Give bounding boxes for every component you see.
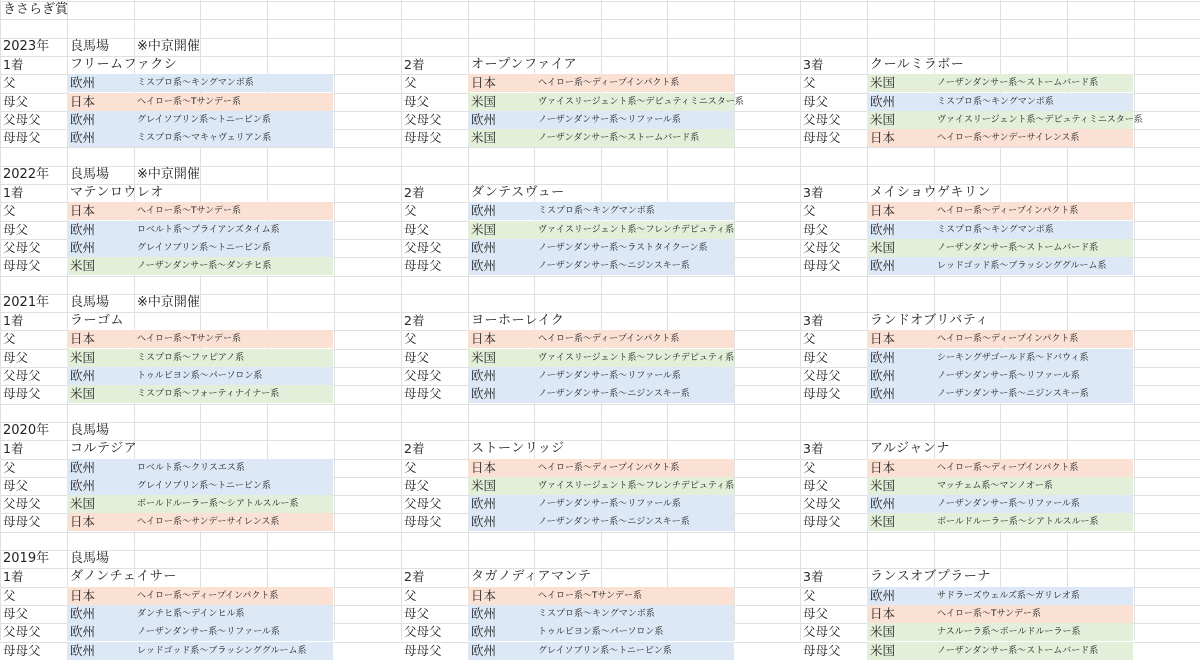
sire-line-band[interactable] [67, 93, 333, 111]
region-label: 米国 [70, 386, 96, 401]
venue-note-cell[interactable]: ※中京開催 [137, 39, 200, 54]
sire-line-label: マッチェム系～マンノオー系 [937, 481, 1053, 491]
pedigree-role-cell[interactable]: 母母父 [3, 643, 41, 658]
sire-line-label: ノーザンダンサー系～ストームバード系 [937, 646, 1099, 656]
sire-line-label: ヘイロー系～サンデーサイレンス系 [137, 517, 280, 527]
sire-line-band[interactable] [867, 495, 1133, 513]
sire-line-label: ヴァイスリージェント系～デピュティミニスター系 [538, 97, 744, 107]
region-label: 欧州 [870, 94, 896, 109]
region-label: 欧州 [870, 350, 896, 365]
pedigree-role-cell[interactable]: 母父 [803, 222, 829, 237]
sire-line-label: ヘイロー系～ディープインパクト系 [937, 206, 1079, 216]
sire-line-band[interactable] [867, 349, 1133, 367]
pedigree-role-cell[interactable]: 母父 [404, 222, 430, 237]
sire-line-band[interactable] [867, 93, 1133, 111]
region-label: 米国 [870, 514, 896, 529]
pedigree-role-cell[interactable]: 父母父 [404, 496, 442, 511]
pedigree-role-cell[interactable]: 父母父 [803, 368, 841, 383]
sire-line-label: ヴァイスリージェント系～フレンチデピュティ系 [538, 481, 735, 491]
sire-line-band[interactable] [468, 257, 734, 275]
sire-line-band[interactable] [468, 495, 734, 513]
sire-line-band[interactable] [468, 111, 734, 129]
pedigree-role-cell[interactable]: 母父 [803, 94, 829, 109]
region-label: 日本 [870, 606, 896, 621]
sire-line-band[interactable] [67, 330, 333, 348]
pedigree-role-cell[interactable]: 父 [3, 75, 16, 90]
sire-line-band[interactable] [468, 93, 744, 111]
pedigree-role-cell[interactable]: 父母父 [803, 496, 841, 511]
pedigree-role-cell[interactable]: 母父 [3, 606, 29, 621]
region-label: 日本 [870, 460, 896, 475]
horse-name-cell[interactable]: ランスオブプラーナ [870, 569, 991, 584]
region-label: 欧州 [471, 606, 497, 621]
horse-name-cell[interactable]: タガノディアマンテ [471, 569, 592, 584]
region-label: 米国 [70, 350, 96, 365]
pedigree-role-cell[interactable]: 母母父 [803, 130, 841, 145]
region-label: 欧州 [471, 514, 497, 529]
region-label: 日本 [870, 331, 896, 346]
place-cell[interactable]: 2着 [404, 569, 425, 584]
sire-line-band[interactable] [468, 385, 734, 403]
horse-name-cell[interactable]: クールミラボー [870, 57, 965, 72]
region-label: 米国 [870, 643, 896, 658]
sire-line-label: ミスプロ系～キングマンボ系 [538, 609, 655, 619]
place-cell[interactable]: 3着 [803, 313, 824, 328]
pedigree-role-cell[interactable]: 母母父 [3, 258, 41, 273]
region-label: 米国 [471, 94, 497, 109]
pedigree-role-cell[interactable]: 父母父 [3, 368, 41, 383]
sire-line-band[interactable] [867, 459, 1133, 477]
region-label: 欧州 [70, 460, 96, 475]
region-label: 米国 [471, 478, 497, 493]
region-label: 日本 [70, 588, 96, 603]
region-label: 米国 [870, 624, 896, 639]
sire-line-label: トゥルビヨン系～パーソロン系 [538, 627, 664, 637]
sire-line-band[interactable] [468, 330, 734, 348]
region-label: 欧州 [471, 112, 497, 127]
region-label: 欧州 [870, 496, 896, 511]
sire-line-label: ノーザンダンサー系～ストームバード系 [538, 133, 700, 143]
pedigree-role-cell[interactable]: 母父 [404, 606, 430, 621]
sire-line-band[interactable] [468, 642, 734, 660]
region-label: 米国 [70, 258, 96, 273]
region-label: 日本 [471, 331, 497, 346]
grid-row-line [0, 19, 1200, 20]
sire-line-label: ミスプロ系～キングマンボ系 [538, 206, 655, 216]
sire-line-label: ヘイロー系～ディープインパクト系 [538, 78, 680, 88]
sire-line-label: シーキングザゴールド系～ドバウィ系 [937, 353, 1089, 363]
region-label: 日本 [471, 588, 497, 603]
pedigree-role-cell[interactable]: 母母父 [3, 130, 41, 145]
region-label: 日本 [70, 94, 96, 109]
region-label: 米国 [870, 75, 896, 90]
sire-line-label: ヘイロー系～サンデーサイレンス系 [937, 133, 1080, 143]
place-cell[interactable]: 2着 [404, 313, 425, 328]
place-cell[interactable]: 1着 [3, 313, 24, 328]
sire-line-band[interactable] [867, 239, 1133, 257]
sire-line-band[interactable] [468, 605, 734, 623]
sire-line-label: ノーザンダンサー系～ニジンスキー系 [538, 389, 690, 399]
region-label: 米国 [471, 350, 497, 365]
sire-line-label: ヴァイスリージェント系～デピュティミニスター系 [937, 115, 1143, 125]
region-label: 欧州 [471, 624, 497, 639]
sire-line-label: ミスプロ系～キングマンボ系 [137, 78, 254, 88]
sire-line-label: ヘイロー系～ディープインパクト系 [937, 334, 1079, 344]
sire-line-label: ノーザンダンサー系～ストームバード系 [937, 243, 1099, 253]
sire-line-label: ミスプロ系～フォーティナイナー系 [137, 389, 280, 399]
place-cell[interactable]: 1着 [3, 185, 24, 200]
horse-name-cell[interactable]: ダノンチェイサー [70, 569, 177, 584]
sire-line-label: ミスプロ系～キングマンボ系 [937, 225, 1054, 235]
horse-name-cell[interactable]: ダンテスヴュー [471, 185, 565, 200]
sire-line-label: ヘイロー系～ディープインパクト系 [538, 334, 680, 344]
region-label: 日本 [870, 130, 896, 145]
pedigree-role-cell[interactable]: 母母父 [803, 643, 841, 658]
pedigree-role-cell[interactable]: 母母父 [803, 386, 841, 401]
horse-name-cell[interactable]: アルジャンナ [870, 441, 950, 456]
pedigree-role-cell[interactable]: 父母父 [404, 112, 442, 127]
region-label: 米国 [471, 222, 497, 237]
pedigree-role-cell[interactable]: 父 [404, 460, 417, 475]
pedigree-role-cell[interactable]: 母父 [404, 94, 430, 109]
sire-line-label: ノーザンダンサー系～リファール系 [538, 371, 681, 381]
sire-line-band[interactable] [867, 587, 1133, 605]
pedigree-role-cell[interactable]: 母父 [803, 606, 829, 621]
sire-line-label: ヘイロー系～ディープインパクト系 [937, 463, 1079, 473]
pedigree-role-cell[interactable]: 母父 [3, 478, 29, 493]
sire-line-band[interactable] [67, 239, 333, 257]
sire-line-band[interactable] [67, 385, 333, 403]
pedigree-role-cell[interactable]: 父 [803, 331, 816, 346]
sire-line-band[interactable] [67, 202, 333, 220]
horse-name-cell[interactable]: メイショウゲキリン [870, 185, 991, 200]
pedigree-role-cell[interactable]: 父母父 [3, 624, 41, 639]
sire-line-label: レッドゴッド系～ブラッシンググルーム系 [937, 261, 1107, 271]
sire-line-label: ノーザンダンサー系～ダンチヒ系 [137, 261, 272, 271]
pedigree-role-cell[interactable]: 父母父 [803, 624, 841, 639]
sire-line-label: ミスプロ系～キングマンボ系 [937, 97, 1054, 107]
region-label: 欧州 [70, 624, 96, 639]
sire-line-band[interactable] [867, 111, 1143, 129]
sire-line-band[interactable] [867, 330, 1133, 348]
sire-line-label: ノーザンダンサー系～ラストタイクーン系 [538, 243, 708, 253]
region-label: 欧州 [870, 386, 896, 401]
place-cell[interactable]: 3着 [803, 569, 824, 584]
pedigree-role-cell[interactable]: 父 [404, 331, 417, 346]
year-cell[interactable]: 2019年 [3, 551, 50, 566]
pedigree-role-cell[interactable]: 父 [803, 460, 816, 475]
sire-line-label: ナスルーラ系～ボールドルーラー系 [937, 627, 1081, 637]
pedigree-role-cell[interactable]: 父母父 [404, 368, 442, 383]
going-cell[interactable]: 良馬場 [70, 423, 110, 438]
sire-line-band[interactable] [67, 221, 333, 239]
pedigree-role-cell[interactable]: 父 [404, 588, 417, 603]
sire-line-band[interactable] [468, 221, 734, 239]
sire-line-band[interactable] [468, 129, 734, 147]
pedigree-role-cell[interactable]: 母母父 [404, 258, 442, 273]
region-label: 欧州 [70, 112, 96, 127]
place-cell[interactable]: 3着 [803, 57, 824, 72]
region-label: 欧州 [870, 258, 896, 273]
year-cell[interactable]: 2023年 [3, 39, 50, 54]
sire-line-band[interactable] [67, 587, 333, 605]
sire-line-band[interactable] [67, 605, 333, 623]
region-label: 欧州 [870, 222, 896, 237]
sire-line-band[interactable] [67, 74, 333, 92]
sire-line-band[interactable] [867, 623, 1133, 641]
region-label: 欧州 [70, 75, 96, 90]
sire-line-band[interactable] [867, 367, 1133, 385]
sire-line-band[interactable] [67, 623, 333, 641]
sire-line-label: ヘイロー系～Tサンデー系 [937, 609, 1042, 619]
region-label: 日本 [70, 331, 96, 346]
sire-line-label: ボールドルーラー系～シアトルスルー系 [937, 517, 1099, 527]
sire-line-band[interactable] [67, 495, 333, 513]
region-label: 欧州 [870, 368, 896, 383]
grid-row-line [0, 422, 1200, 423]
region-label: 日本 [471, 460, 497, 475]
place-cell[interactable]: 2着 [404, 57, 425, 72]
pedigree-role-cell[interactable]: 母父 [404, 350, 430, 365]
horse-name-cell[interactable]: ストーンリッジ [471, 441, 565, 456]
horse-name-cell[interactable]: ヨーホーレイク [471, 313, 565, 328]
region-label: 日本 [870, 203, 896, 218]
sire-line-band[interactable] [67, 129, 333, 147]
pedigree-role-cell[interactable]: 母父 [3, 350, 29, 365]
region-label: 欧州 [70, 368, 96, 383]
sire-line-label: ヘイロー系～ディープインパクト系 [137, 591, 279, 601]
pedigree-role-cell[interactable]: 母父 [803, 350, 829, 365]
sire-line-label: ミスプロ系～ファピアノ系 [137, 353, 245, 363]
horse-name-cell[interactable]: オープンファイア [471, 57, 578, 72]
sire-line-band[interactable] [867, 513, 1133, 531]
pedigree-role-cell[interactable]: 母母父 [404, 514, 442, 529]
sire-line-label: ノーザンダンサー系～ニジンスキー系 [937, 389, 1089, 399]
pedigree-role-cell[interactable]: 母母父 [3, 386, 41, 401]
sire-line-label: ノーザンダンサー系～リファール系 [937, 499, 1080, 509]
sire-line-band[interactable] [468, 202, 734, 220]
sire-line-band[interactable] [867, 477, 1133, 495]
going-cell[interactable]: 良馬場 [70, 551, 110, 566]
region-label: 日本 [70, 203, 96, 218]
grid-column-line [1134, 0, 1135, 640]
pedigree-role-cell[interactable]: 父 [3, 331, 16, 346]
going-cell[interactable]: 良馬場 [70, 295, 110, 310]
pedigree-role-cell[interactable]: 父母父 [803, 240, 841, 255]
place-cell[interactable]: 1着 [3, 569, 24, 584]
horse-name-cell[interactable]: ラーゴム [70, 313, 125, 328]
region-label: 欧州 [70, 222, 96, 237]
horse-name-cell[interactable]: フリームファクシ [70, 57, 178, 72]
sire-line-band[interactable] [67, 349, 333, 367]
venue-note-cell[interactable]: ※中京開催 [137, 167, 200, 182]
region-label: 日本 [70, 514, 96, 529]
sire-line-band[interactable] [67, 459, 333, 477]
pedigree-role-cell[interactable]: 父 [404, 75, 417, 90]
region-label: 欧州 [70, 130, 96, 145]
sire-line-label: ヘイロー系～Tサンデー系 [538, 591, 643, 601]
sire-line-label: ノーザンダンサー系～リファール系 [538, 115, 681, 125]
sire-line-band[interactable] [67, 642, 333, 660]
place-cell[interactable]: 2着 [404, 441, 425, 456]
pedigree-role-cell[interactable]: 母母父 [404, 130, 442, 145]
region-label: 米国 [870, 112, 896, 127]
place-cell[interactable]: 3着 [803, 441, 824, 456]
sire-line-band[interactable] [867, 202, 1133, 220]
region-label: 欧州 [70, 240, 96, 255]
place-cell[interactable]: 1着 [3, 57, 24, 72]
sire-line-band[interactable] [867, 385, 1133, 403]
sire-line-label: レッドゴッド系～ブラッシンググルーム系 [137, 646, 307, 656]
sire-line-band[interactable] [867, 605, 1133, 623]
region-label: 日本 [471, 75, 497, 90]
sire-line-band[interactable] [468, 239, 734, 257]
pedigree-role-cell[interactable]: 父母父 [3, 496, 41, 511]
place-cell[interactable]: 2着 [404, 185, 425, 200]
sire-line-band[interactable] [468, 74, 734, 92]
sire-line-label: ノーザンダンサー系～ストームバード系 [937, 78, 1099, 88]
sire-line-label: ロベルト系～ブライアンズタイム系 [137, 225, 280, 235]
sire-line-label: ノーザンダンサー系～リファール系 [137, 627, 280, 637]
sire-line-band[interactable] [867, 221, 1133, 239]
sire-line-band[interactable] [468, 367, 734, 385]
sire-line-band[interactable] [468, 513, 734, 531]
region-label: 米国 [870, 240, 896, 255]
pedigree-role-cell[interactable]: 父 [3, 203, 16, 218]
pedigree-role-cell[interactable]: 父母父 [404, 624, 442, 639]
sire-line-band[interactable] [67, 367, 333, 385]
pedigree-role-cell[interactable]: 父母父 [3, 240, 41, 255]
pedigree-role-cell[interactable]: 母母父 [3, 514, 41, 529]
year-cell[interactable]: 2021年 [3, 295, 50, 310]
region-label: 欧州 [870, 588, 896, 603]
going-cell[interactable]: 良馬場 [70, 167, 110, 182]
region-label: 欧州 [471, 368, 497, 383]
pedigree-role-cell[interactable]: 父 [404, 203, 417, 218]
place-cell[interactable]: 3着 [803, 185, 824, 200]
sire-line-label: ヴァイスリージェント系～フレンチデピュティ系 [538, 353, 735, 363]
sire-line-label: ダンチヒ系～デインヒル系 [137, 609, 245, 619]
grid-row-line [0, 276, 1200, 277]
sire-line-label: ボールドルーラー系～シアトルスルー系 [137, 499, 299, 509]
region-label: 米国 [870, 478, 896, 493]
sire-line-band[interactable] [867, 642, 1133, 660]
sire-line-band[interactable] [468, 623, 734, 641]
region-label: 欧州 [471, 386, 497, 401]
region-label: 欧州 [70, 478, 96, 493]
sire-line-label: トゥルビヨン系～パーソロン系 [137, 371, 263, 381]
sire-line-label: ロベルト系～クリスエス系 [137, 463, 245, 473]
pedigree-role-cell[interactable]: 父 [803, 203, 816, 218]
pedigree-role-cell[interactable]: 父 [3, 588, 16, 603]
sire-line-label: ノーザンダンサー系～ニジンスキー系 [538, 261, 690, 271]
region-label: 欧州 [471, 203, 497, 218]
sire-line-label: サドラーズウェルズ系～ガリレオ系 [937, 591, 1080, 601]
pedigree-role-cell[interactable]: 母父 [404, 478, 430, 493]
going-cell[interactable]: 良馬場 [70, 39, 110, 54]
sire-line-label: グレイソブリン系～トニービン系 [137, 481, 271, 491]
horse-name-cell[interactable]: ランドオブリバティ [870, 313, 989, 328]
pedigree-role-cell[interactable]: 父母父 [3, 112, 41, 127]
sire-line-label: ヘイロー系～Tサンデー系 [137, 97, 242, 107]
sire-line-band[interactable] [67, 513, 333, 531]
grid-row-line [0, 532, 1200, 533]
region-label: 欧州 [70, 643, 96, 658]
grid-column-line [334, 0, 335, 640]
sire-line-label: ミスプロ系～マキャヴェリアン系 [137, 133, 272, 143]
grid-row-line [0, 147, 1200, 148]
sire-line-label: ノーザンダンサー系～リファール系 [937, 371, 1080, 381]
horse-name-cell[interactable]: マテンロウレオ [70, 185, 164, 200]
sire-line-label: グレイソブリン系～トニービン系 [538, 646, 672, 656]
sire-line-label: ヴァイスリージェント系～フレンチデピュティ系 [538, 225, 735, 235]
pedigree-role-cell[interactable]: 母母父 [803, 258, 841, 273]
sire-line-label: ヘイロー系～Tサンデー系 [137, 334, 242, 344]
sire-line-label: グレイソブリン系～トニービン系 [137, 115, 271, 125]
sire-line-band[interactable] [468, 477, 734, 495]
sire-line-label: ノーザンダンサー系～ニジンスキー系 [538, 517, 690, 527]
sire-line-label: ヘイロー系～ディープインパクト系 [538, 463, 680, 473]
sire-line-band[interactable] [867, 74, 1133, 92]
venue-note-cell[interactable]: ※中京開催 [137, 295, 200, 310]
sire-line-band[interactable] [468, 349, 734, 367]
pedigree-role-cell[interactable]: 父 [803, 75, 816, 90]
year-cell[interactable]: 2020年 [3, 423, 50, 438]
sire-line-band[interactable] [468, 587, 734, 605]
region-label: 欧州 [471, 496, 497, 511]
pedigree-role-cell[interactable]: 母父 [3, 222, 29, 237]
sire-line-label: ノーザンダンサー系～リファール系 [538, 499, 681, 509]
region-label: 欧州 [471, 240, 497, 255]
grid-row-line [0, 550, 1200, 551]
sire-line-band[interactable] [867, 129, 1133, 147]
sire-line-band[interactable] [468, 459, 734, 477]
pedigree-role-cell[interactable]: 父母父 [404, 240, 442, 255]
pedigree-role-cell[interactable]: 母母父 [404, 643, 442, 658]
sire-line-band[interactable] [67, 257, 333, 275]
pedigree-role-cell[interactable]: 母母父 [803, 514, 841, 529]
sheet-title[interactable]: きさらぎ賞 [3, 2, 69, 17]
region-label: 米国 [70, 496, 96, 511]
sire-line-label: グレイソブリン系～トニービン系 [137, 243, 271, 253]
place-cell[interactable]: 1着 [3, 441, 24, 456]
sire-line-band[interactable] [867, 257, 1133, 275]
horse-name-cell[interactable]: コルテジア [70, 441, 138, 456]
sire-line-label: ヘイロー系～Tサンデー系 [137, 206, 242, 216]
pedigree-role-cell[interactable]: 母母父 [404, 386, 442, 401]
region-label: 米国 [471, 130, 497, 145]
pedigree-role-cell[interactable]: 父 [803, 588, 816, 603]
pedigree-role-cell[interactable]: 母父 [803, 478, 829, 493]
region-label: 欧州 [471, 643, 497, 658]
pedigree-role-cell[interactable]: 父 [3, 460, 16, 475]
year-cell[interactable]: 2022年 [3, 167, 50, 182]
sire-line-band[interactable] [67, 477, 333, 495]
pedigree-role-cell[interactable]: 父母父 [803, 112, 841, 127]
grid-row-line [0, 404, 1200, 405]
sire-line-band[interactable] [67, 111, 333, 129]
region-label: 欧州 [471, 258, 497, 273]
pedigree-role-cell[interactable]: 母父 [3, 94, 29, 109]
region-label: 欧州 [70, 606, 96, 621]
